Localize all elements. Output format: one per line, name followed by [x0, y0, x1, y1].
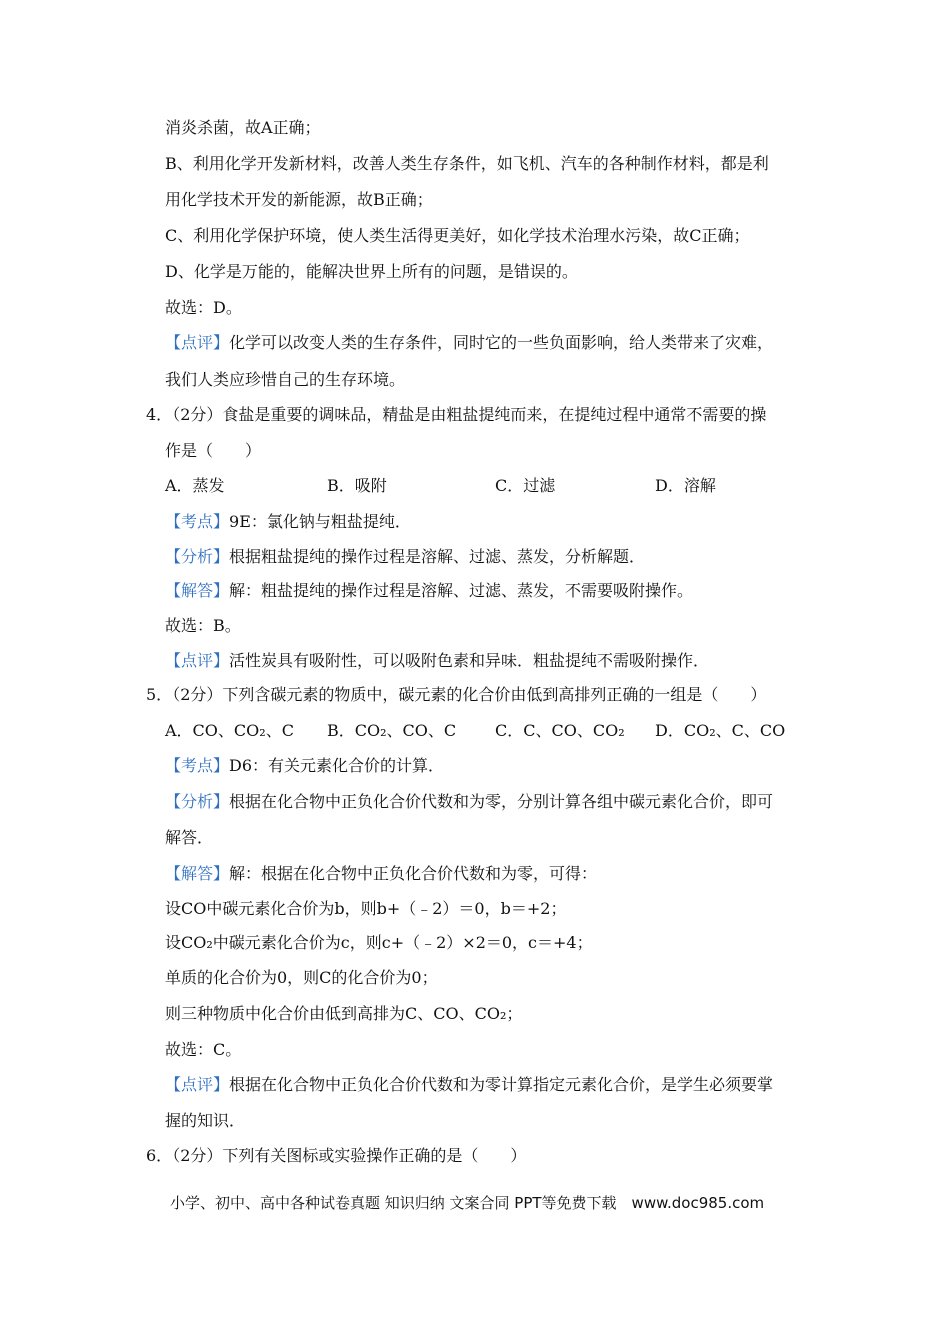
- page-footer: 小学、初中、高中各种试卷真题 知识归纳 文案合同 PPT等免费下载 www.doc985.com: [170, 1194, 765, 1212]
- answer-line: 故选：C。: [165, 1040, 242, 1059]
- comment-tag: 【点评】: [165, 333, 230, 352]
- option-a: A．蒸发: [165, 476, 225, 495]
- comment-tag: 【点评】: [165, 651, 230, 670]
- kaodian-line: [165, 756, 444, 776]
- question-5: [146, 685, 766, 705]
- text-line: 我们人类应珍惜自己的生存环境。: [165, 370, 406, 389]
- fenxi-tag: 【分析】: [165, 792, 230, 811]
- comment-text: 根据在化合物中正负化合价代数和为零计算指定元素化合价，是学生必须要掌: [229, 1075, 774, 1094]
- fenxi-text: 根据粗盐提纯的操作过程是溶解、过滤、蒸发，分析解题．: [229, 547, 646, 566]
- question-text: （2分）下列有关图标或实验操作正确的是（ ）: [172, 1146, 527, 1165]
- option-a: A．CO、CO₂、C: [165, 721, 294, 740]
- question-6: [146, 1146, 526, 1166]
- solution-step: 则三种物质中化合价由低到高排为C、CO、CO₂；: [165, 1004, 523, 1023]
- solution-step: 设CO₂中碳元素化合价为c，则c+（﹣2）×2＝0，c＝+4；: [165, 933, 593, 952]
- text-line: 解答．: [165, 828, 214, 847]
- question-number: 6．: [146, 1146, 173, 1165]
- option-b: B．CO₂、CO、C: [327, 721, 457, 740]
- question-text: （2分）下列含碳元素的物质中，碳元素的化合价由低到高排列正确的一组是（ ）: [172, 685, 767, 704]
- text-line: 消炎杀菌，故A正确；: [165, 118, 321, 137]
- kaodian-tag: 【考点】: [165, 512, 230, 531]
- question-text: （2分）食盐是重要的调味品，精盐是由粗盐提纯而来，在提纯过程中通常不需要的操: [172, 405, 767, 424]
- text-line: B、利用化学开发新材料，改善人类生存条件，如飞机、汽车的各种制作材料，都是利: [165, 154, 769, 173]
- kaodian-line: [165, 512, 411, 532]
- comment-tag: 【点评】: [165, 1075, 230, 1094]
- question-4: [146, 405, 766, 425]
- solution-step: 设CO中碳元素化合价为b，则b+（﹣2）＝0，b＝+2；: [165, 899, 567, 918]
- text-line: 用化学技术开发的新能源，故B正确；: [165, 190, 433, 209]
- jieda-tag: 【解答】: [165, 864, 230, 883]
- comment-line: [165, 1075, 773, 1095]
- text-line: D、化学是万能的，能解决世界上所有的问题，是错误的。: [165, 262, 578, 281]
- question-text: 作是（ ）: [165, 441, 262, 460]
- jieda-text: 解：根据在化合物中正负化合价代数和为零，可得：: [229, 864, 598, 883]
- kaodian-tag: 【考点】: [165, 756, 230, 775]
- text-line: 握的知识．: [165, 1111, 246, 1130]
- kaodian-text: 9E：氯化钠与粗盐提纯．: [229, 512, 411, 531]
- option-d: D．溶解: [655, 476, 716, 495]
- comment-text: 活性炭具有吸附性，可以吸附色素和异味．粗盐提纯不需吸附操作．: [229, 651, 710, 670]
- kaodian-text: D6：有关元素化合价的计算．: [229, 756, 445, 775]
- fenxi-text: 根据在化合物中正负化合价代数和为零，分别计算各组中碳元素化合价，即可: [229, 792, 774, 811]
- jieda-tag: 【解答】: [165, 581, 230, 600]
- comment-line: [165, 651, 709, 671]
- jieda-text: 解：粗盐提纯的操作过程是溶解、过滤、蒸发，不需要吸附操作。: [229, 581, 694, 600]
- question-number: 4．: [146, 405, 173, 424]
- question-number: 5．: [146, 685, 173, 704]
- fenxi-tag: 【分析】: [165, 547, 230, 566]
- text-line: 故选：D。: [165, 298, 242, 317]
- comment-line: [165, 333, 773, 353]
- option-c: C．过滤: [495, 476, 556, 495]
- option-b: B．吸附: [327, 476, 387, 495]
- answer-line: 故选：B。: [165, 616, 241, 635]
- option-c: C．C、CO、CO₂: [495, 721, 625, 740]
- option-d: D．CO₂、C、CO: [655, 721, 786, 740]
- jieda-line: [165, 581, 693, 601]
- comment-text: 化学可以改变人类的生存条件，同时它的一些负面影响，给人类带来了灾难，: [229, 333, 774, 352]
- fenxi-line: [165, 547, 645, 567]
- jieda-line: [165, 864, 597, 884]
- fenxi-line: [165, 792, 773, 812]
- solution-step: 单质的化合价为0，则C的化合价为0；: [165, 968, 438, 987]
- text-line: C、利用化学保护环境，使人类生活得更美好，如化学技术治理水污染，故C正确；: [165, 226, 750, 245]
